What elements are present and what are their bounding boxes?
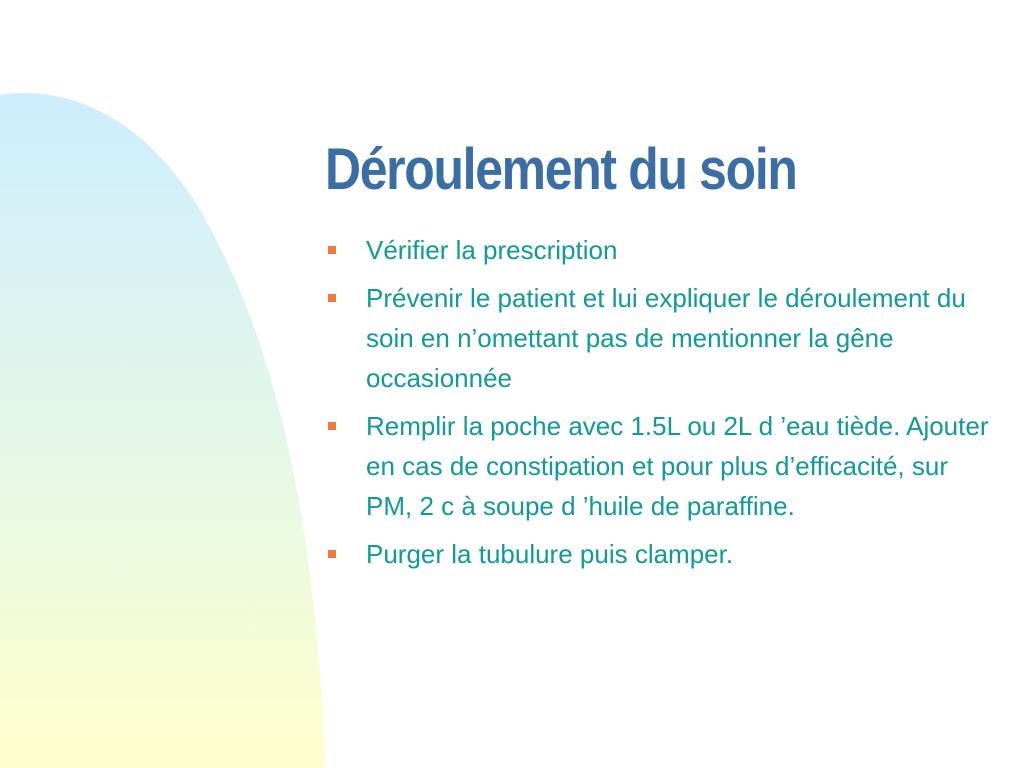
gradient-arc-decoration (0, 0, 330, 768)
list-item (326, 278, 996, 398)
bullet-text: Purger la tubulure puis clamper. (366, 539, 734, 569)
list-item (326, 406, 996, 526)
bullet-text: Vérifier la prescription (366, 235, 618, 265)
square-bullet-icon (328, 550, 336, 558)
bullet-list (326, 230, 996, 582)
square-bullet-icon (328, 422, 336, 430)
bullet-text: Remplir la poche avec 1.5L ou 2L d ’eau tiède. Ajouter en cas de constipation et pour plus d’efficacité, sur PM, 2 c à soupe d ’huile de paraffine. (366, 411, 989, 521)
square-bullet-icon (328, 246, 336, 254)
square-bullet-icon (328, 294, 336, 302)
bullet-text: Prévenir le patient et lui expliquer le déroulement du soin en n’omettant pas de mentionner la gêne occasionnée (366, 283, 966, 393)
list-item (326, 534, 996, 574)
list-item (326, 230, 996, 270)
slide-title: Déroulement du soin (325, 137, 797, 202)
